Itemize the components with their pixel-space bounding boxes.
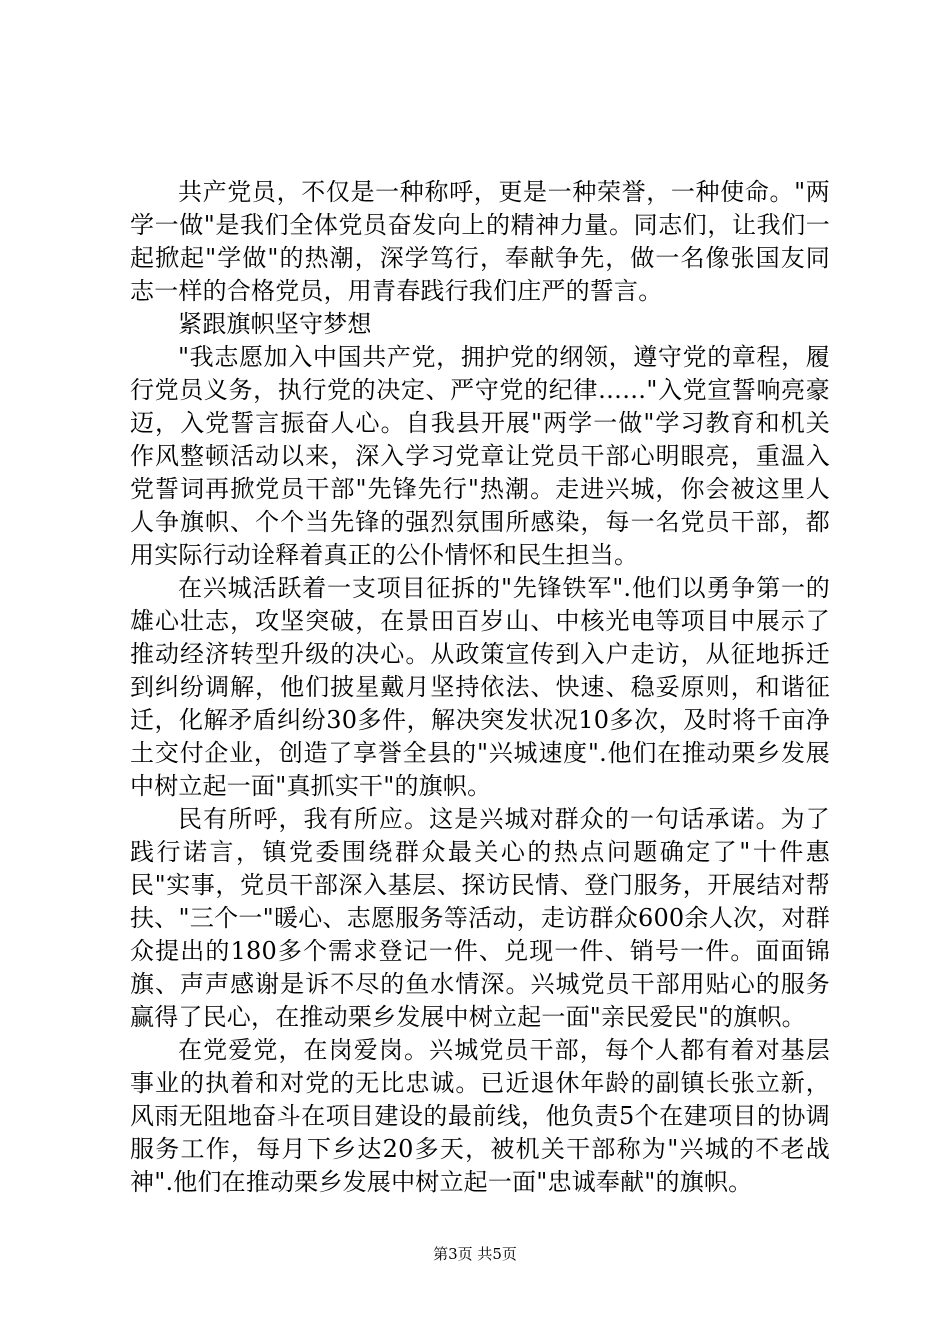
paragraph-loyalty: 在党爱党，在岗爱岗。兴城党员干部，每个人都有着对基层事业的执着和对党的无比忠诚。已近退休年龄的副镇长张立新，风雨无阻地奋斗在项目建设的最前线，他负责5个在建项目的协调服务工作，每月下乡达20多天，被机关干部称为"兴城的不老战神".他们在推动栗乡发展中树立起一面"忠诚奉献"的旗帜。 — [130, 1036, 830, 1196]
page-number-footer: 第3页 共5页 — [433, 1245, 517, 1263]
paragraph-closing: 共产党员，不仅是一种称呼，更是一种荣誉，一种使命。"两学一做"是我们全体党员奋发向上的精神力量。同志们，让我们一起掀起"学做"的热潮，深学笃行，奉献争先，做一名像张国友同志一样的合格党员，用青春践行我们庄严的誓言。 — [130, 178, 830, 305]
paragraph-pioneer-army: 在兴城活跃着一支项目征拆的"先锋铁军".他们以勇争第一的雄心壮志，攻坚突破，在景田百岁山、中核光电等项目中展示了推动经济转型升级的决心。从政策宣传到入户走访，从征地拆迁到纠纷调解，他们披星戴月坚持依法、快速、稳妥原则，和谐征迁，化解矛盾纠纷30多件，解决突发状况10多次，及时将千亩净土交付企业，创造了享誉全县的"兴城速度".他们在推动栗乡发展中树立起一面"真抓实干"的旗帜。 — [130, 574, 830, 800]
paragraph-serve-people: 民有所呼，我有所应。这是兴城对群众的一句话承诺。为了践行诺言，镇党委围绕群众最关心的热点问题确定了"十件惠民"实事，党员干部深入基层、探访民情、登门服务，开展结对帮扶、"三个一"暖心、志愿服务等活动，走访群众600余人次，对群众提出的180多个需求登记一件、兑现一件、销号一件。面面锦旗、声声感谢是诉不尽的鱼水情深。兴城党员干部用贴心的服务赢得了民心，在推动栗乡发展中树立起一面"亲民爱民"的旗帜。 — [130, 805, 830, 1031]
paragraph-oath: "我志愿加入中国共产党，拥护党的纲领，遵守党的章程，履行党员义务，执行党的决定、严守党的纪律……"入党宣誓响亮豪迈，入党誓言振奋人心。自我县开展"两学一做"学习教育和机关作风整顿活动以来，深入学习党章让党员干部心明眼亮，重温入党誓词再掀党员干部"先锋先行"热潮。走进兴城，你会被这里人人争旗帜、个个当先锋的强烈氛围所感染，每一名党员干部，都用实际行动诠释着真正的公仆情怀和民生担当。 — [130, 343, 830, 569]
document-body — [130, 176, 830, 1199]
section-heading: 紧跟旗帜坚守梦想 — [178, 310, 372, 338]
